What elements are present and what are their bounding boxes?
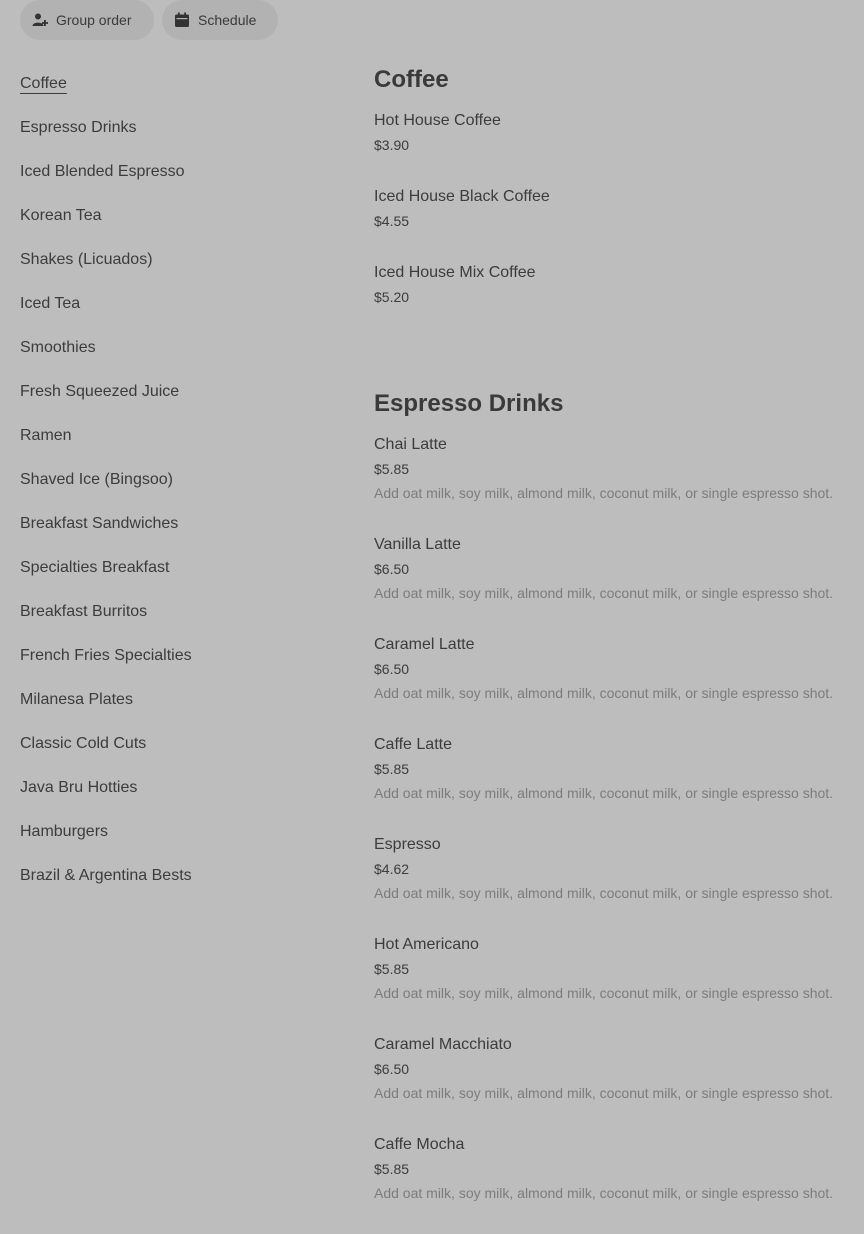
section-title: Espresso Drinks — [374, 390, 564, 417]
menu-item-description: Add oat milk, soy milk, almond milk, coconut milk, or single espresso shot. — [374, 1085, 834, 1101]
menu-item-name: Caffe Mocha — [374, 1136, 465, 1153]
sidebar-item-label: Shaved Ice (Bingsoo) — [20, 471, 173, 488]
menu-item[interactable] — [374, 186, 854, 262]
menu-item-name: Hot Americano — [374, 936, 479, 953]
menu-section-coffee — [374, 62, 854, 338]
menu-item-name: Caramel Macchiato — [374, 1036, 512, 1053]
menu-item-name: Iced House Mix Coffee — [374, 264, 536, 281]
sidebar-item-breakfast-sandwiches[interactable] — [20, 502, 340, 546]
menu-item[interactable] — [374, 1134, 854, 1234]
sidebar-item-label: Hamburgers — [20, 823, 109, 840]
menu-item-name: Chai Latte — [374, 436, 447, 453]
menu-content — [374, 62, 854, 1234]
sidebar-item-label: Breakfast Sandwiches — [20, 515, 179, 532]
section-title: Coffee — [374, 66, 449, 93]
menu-item-list — [374, 110, 854, 338]
menu-item[interactable] — [374, 110, 854, 186]
add-person-icon — [32, 12, 48, 28]
sidebar-item-milanesa-plates[interactable] — [20, 678, 340, 722]
menu-item-price: $6.50 — [374, 561, 410, 577]
menu-item-price: $4.62 — [374, 861, 410, 877]
sidebar-item-brazil-argentina-bests[interactable] — [20, 854, 340, 898]
sidebar-item-french-fries-specialties[interactable] — [20, 634, 340, 678]
menu-item[interactable] — [374, 434, 854, 534]
sidebar-item-hamburgers[interactable] — [20, 810, 340, 854]
sidebar-item-smoothies[interactable] — [20, 326, 340, 370]
sidebar-item-label: Classic Cold Cuts — [20, 735, 147, 752]
menu-section-espresso-drinks — [374, 386, 854, 1234]
sidebar-item-label: Shakes (Licuados) — [20, 251, 153, 268]
sidebar-item-breakfast-burritos[interactable] — [20, 590, 340, 634]
category-nav — [20, 62, 340, 898]
calendar-icon — [174, 12, 190, 28]
menu-item-description: Add oat milk, soy milk, almond milk, coconut milk, or single espresso shot. — [374, 885, 834, 901]
menu-item-name: Iced House Black Coffee — [374, 188, 550, 205]
sidebar-item-fresh-squeezed-juice[interactable] — [20, 370, 340, 414]
menu-item[interactable] — [374, 834, 854, 934]
menu-item-name: Caramel Latte — [374, 636, 475, 653]
menu-item-description: Add oat milk, soy milk, almond milk, coconut milk, or single espresso shot. — [374, 485, 834, 501]
menu-item[interactable] — [374, 262, 854, 338]
menu-item-price: $5.85 — [374, 961, 410, 977]
sidebar-item-label: Breakfast Burritos — [20, 603, 148, 620]
sidebar-item-label: Specialties Breakfast — [20, 559, 170, 576]
menu-item-description: Add oat milk, soy milk, almond milk, coconut milk, or single espresso shot. — [374, 985, 834, 1001]
sidebar-item-korean-tea[interactable] — [20, 194, 340, 238]
menu-item-description: Add oat milk, soy milk, almond milk, coconut milk, or single espresso shot. — [374, 685, 834, 701]
sidebar-item-label: Korean Tea — [20, 207, 102, 224]
menu-item-price: $6.50 — [374, 661, 410, 677]
menu-item[interactable] — [374, 734, 854, 834]
group-order-label: Group order — [56, 12, 132, 28]
sidebar-item-label: Iced Blended Espresso — [20, 163, 185, 180]
sidebar-item-label: Milanesa Plates — [20, 691, 133, 708]
sidebar-item-label: Brazil & Argentina Bests — [20, 867, 192, 884]
sidebar-item-classic-cold-cuts[interactable] — [20, 722, 340, 766]
sidebar-item-iced-tea[interactable] — [20, 282, 340, 326]
sidebar-item-shaved-ice[interactable] — [20, 458, 340, 502]
menu-item-list — [374, 434, 854, 1234]
sidebar-item-label: Ramen — [20, 427, 72, 444]
sidebar-item-label: Coffee — [20, 75, 67, 92]
menu-item-name: Caffe Latte — [374, 736, 452, 753]
sidebar-item-coffee[interactable] — [20, 62, 340, 106]
schedule-label: Schedule — [198, 12, 257, 28]
menu-item-price: $5.85 — [374, 761, 410, 777]
schedule-button[interactable] — [162, 0, 278, 40]
sidebar-item-java-bru-hotties[interactable] — [20, 766, 340, 810]
menu-item-name: Espresso — [374, 836, 441, 853]
menu-item-price: $3.90 — [374, 137, 410, 153]
menu-item-name: Vanilla Latte — [374, 536, 461, 553]
sidebar-item-label: Smoothies — [20, 339, 96, 356]
sidebar-item-specialties-breakfast[interactable] — [20, 546, 340, 590]
menu-item[interactable] — [374, 634, 854, 734]
sidebar-item-label: Iced Tea — [20, 295, 81, 312]
sidebar-item-label: Java Bru Hotties — [20, 779, 138, 796]
menu-item-price: $5.85 — [374, 1161, 410, 1177]
menu-item-name: Hot House Coffee — [374, 112, 501, 129]
menu-item-price: $6.50 — [374, 1061, 410, 1077]
sidebar-item-label: Fresh Squeezed Juice — [20, 383, 180, 400]
menu-item-description: Add oat milk, soy milk, almond milk, coconut milk, or single espresso shot. — [374, 785, 834, 801]
order-options — [20, 0, 278, 40]
menu-item[interactable] — [374, 534, 854, 634]
sidebar-item-shakes[interactable] — [20, 238, 340, 282]
menu-item-price: $4.55 — [374, 213, 410, 229]
menu-item-price: $5.85 — [374, 461, 410, 477]
sidebar-item-label: French Fries Specialties — [20, 647, 192, 664]
sidebar-item-label: Espresso Drinks — [20, 119, 137, 136]
sidebar-item-iced-blended-espresso[interactable] — [20, 150, 340, 194]
menu-item-description: Add oat milk, soy milk, almond milk, coconut milk, or single espresso shot. — [374, 585, 834, 601]
sidebar-item-ramen[interactable] — [20, 414, 340, 458]
sidebar-item-espresso-drinks[interactable] — [20, 106, 340, 150]
menu-item[interactable] — [374, 1034, 854, 1134]
menu-item[interactable] — [374, 934, 854, 1034]
menu-item-description: Add oat milk, soy milk, almond milk, coconut milk, or single espresso shot. — [374, 1185, 834, 1201]
group-order-button[interactable] — [20, 0, 154, 40]
menu-item-price: $5.20 — [374, 289, 410, 305]
